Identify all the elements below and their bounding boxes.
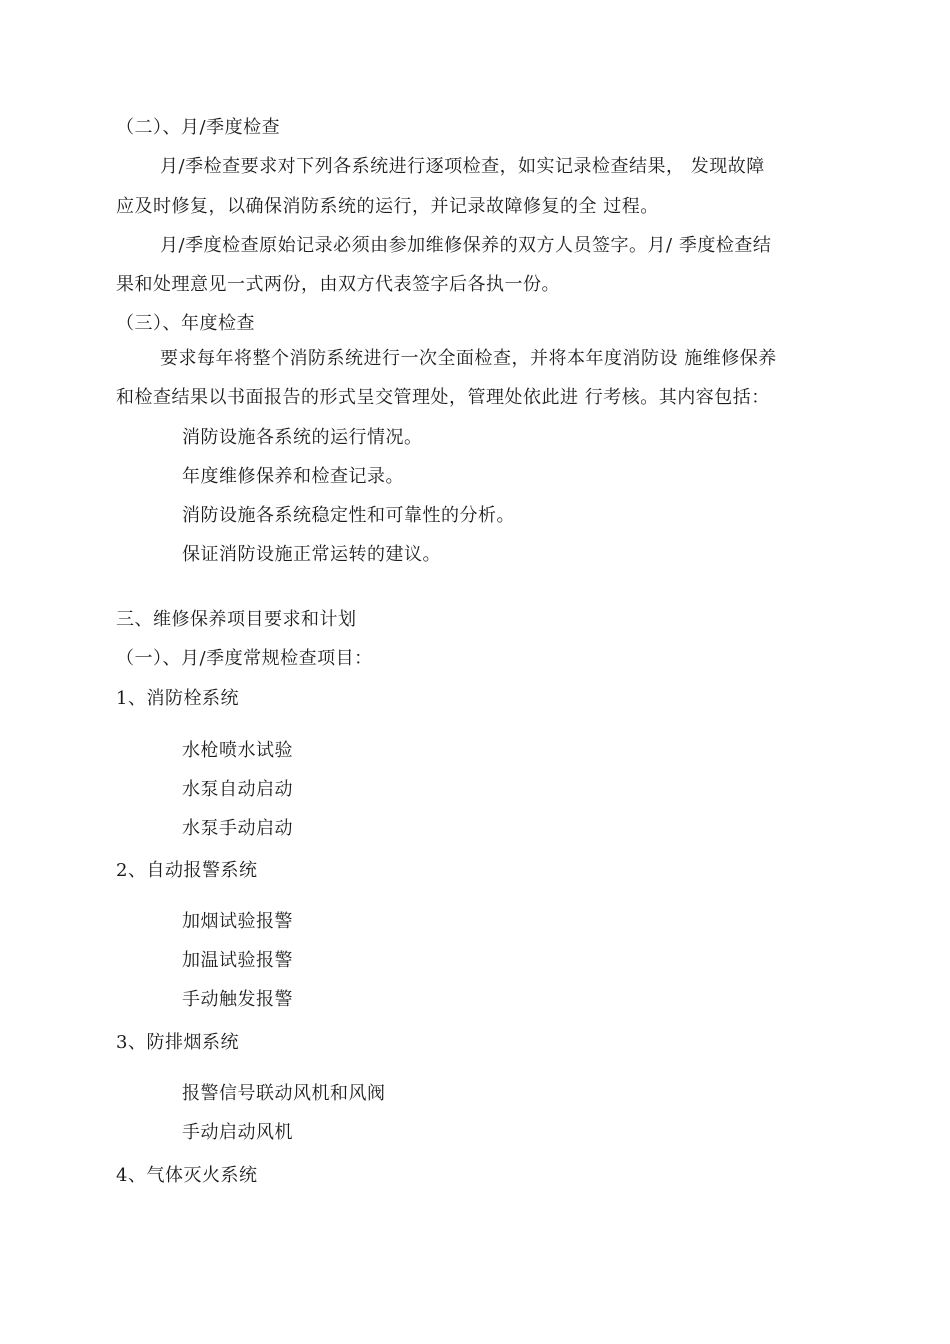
list-item: 手动启动风机 bbox=[182, 1122, 293, 1143]
list-item: 消防设施各系统稳定性和可靠性的分析。 bbox=[182, 505, 515, 526]
list-item: 加温试验报警 bbox=[182, 950, 293, 971]
paragraph-line: 和检查结果以书面报告的形式呈交管理处，管理处依此进 行考核。其内容包括： bbox=[116, 387, 770, 408]
section-heading-monthly-quarterly: （二）、月/季度检查 bbox=[116, 117, 281, 138]
list-item: 手动触发报警 bbox=[182, 989, 293, 1010]
paragraph-line: 要求每年将整个消防系统进行一次全面检查，并将本年度消防设 施维修保养 bbox=[160, 348, 777, 369]
paragraph-line: 果和处理意见一式两份，由双方代表签字后各执一份。 bbox=[116, 274, 560, 295]
system-title: 4、气体灭火系统 bbox=[116, 1165, 258, 1186]
list-item: 水泵自动启动 bbox=[182, 779, 293, 800]
section-heading-annual: （三）、年度检查 bbox=[116, 313, 255, 334]
list-item: 保证消防设施正常运转的建议。 bbox=[182, 544, 441, 565]
paragraph-line: 月/季检查要求对下列各系统进行逐项检查，如实记录检查结果， 发现故障 bbox=[160, 156, 765, 177]
paragraph-line: 月/季度检查原始记录必须由参加维修保养的双方人员签字。月/ 季度检查结 bbox=[160, 235, 772, 256]
list-item: 水泵手动启动 bbox=[182, 818, 293, 839]
list-item: 加烟试验报警 bbox=[182, 911, 293, 932]
system-title: 2、自动报警系统 bbox=[116, 860, 258, 881]
list-item: 水枪喷水试验 bbox=[182, 740, 293, 761]
sub-heading: （一）、月/季度常规检查项目： bbox=[116, 648, 373, 669]
list-item: 年度维修保养和检查记录。 bbox=[182, 466, 404, 487]
system-title: 1、消防栓系统 bbox=[116, 688, 239, 709]
paragraph-line: 应及时修复，以确保消防系统的运行，并记录故障修复的全 过程。 bbox=[116, 196, 659, 217]
part-heading: 三、维修保养项目要求和计划 bbox=[116, 609, 357, 630]
system-title: 3、防排烟系统 bbox=[116, 1032, 239, 1053]
list-item: 报警信号联动风机和风阀 bbox=[182, 1083, 386, 1104]
list-item: 消防设施各系统的运行情况。 bbox=[182, 427, 423, 448]
